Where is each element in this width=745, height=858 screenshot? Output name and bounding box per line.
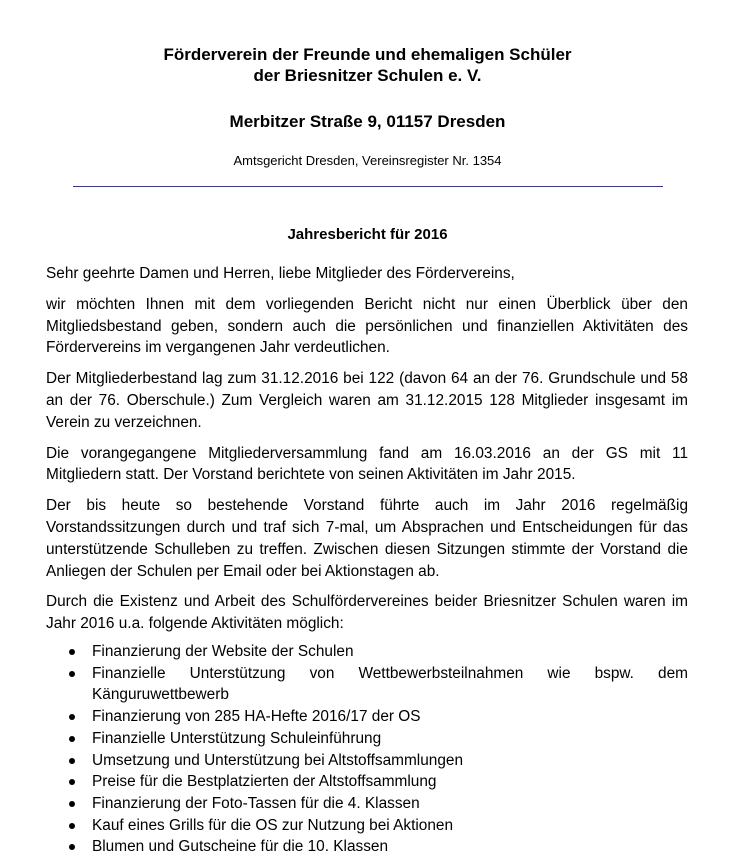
paragraph-general-meeting: Die vorangegangene Mitgliederversammlung fand am 16.03.2016 an der GS mit 11 Mitgliedern statt. Der Vorstand berichtete von seinen Aktivitäten im Jahr 2015. (46, 444, 688, 484)
bullet-icon (69, 714, 75, 720)
list-item (92, 815, 688, 837)
organization-name-line1: Förderverein der Freunde und ehemaligen Schüler (163, 45, 572, 64)
list-item-text: Umsetzung und Unterstützung bei Altstoffsammlungen (92, 751, 464, 769)
register-info: Amtsgericht Dresden, Vereinsregister Nr. 1354 (233, 153, 502, 168)
paragraph-intro: wir möchten Ihnen mit dem vorliegenden Bericht nicht nur einen Überblick über den Mitgliedsbestand geben, sondern auch die persönlichen und finanziellen Aktivitäten des Fördervereins im vergangenen Jahr verdeutlichen. (46, 295, 688, 357)
paragraph-membership: Der Mitgliederbestand lag zum 31.12.2016 bei 122 (davon 64 an der 76. Grundschule und 58 an der 76. Oberschule.) Zum Vergleich waren am 31.12.2015 128 Mitglieder insgesamt im Verein zu verzeichnen. (46, 370, 688, 431)
list-item-text: Finanzierung von 285 HA-Hefte 2016/17 der OS (92, 708, 421, 726)
list-item-text: Finanzierung der Foto-Tassen für die 4. Klassen (92, 794, 420, 812)
list-item (92, 836, 688, 858)
bullet-icon (69, 823, 75, 829)
list-item-text: Kauf eines Grills für die OS zur Nutzung bei Aktionen (92, 816, 454, 834)
header-divider (73, 186, 663, 187)
bullet-icon (69, 844, 75, 850)
list-item (92, 641, 688, 663)
list-item-text: Finanzielle Unterstützung Schuleinführung (92, 729, 382, 747)
organization-name-line2: der Briesnitzer Schulen e. V. (253, 66, 482, 85)
list-item-text: Blumen und Gutscheine für die 10. Klassen (92, 838, 389, 856)
list-item (92, 728, 688, 750)
bullet-icon (69, 801, 75, 807)
paragraph-activities-intro: Durch die Existenz und Arbeit des Schulfördervereines beider Briesnitzer Schulen waren im Jahr 2016 u.a. folgende Aktivitäten möglich: (46, 593, 688, 633)
list-item (92, 663, 688, 706)
greeting: Sehr geehrte Damen und Herren, liebe Mitglieder des Fördervereins, (46, 265, 515, 282)
activities-list (92, 641, 688, 858)
bullet-icon (69, 758, 75, 764)
paragraph-board: Der bis heute so bestehende Vorstand führte auch im Jahr 2016 regelmäßig Vorstandssitzungen durch und traf sich 7-mal, um Absprachen und Entscheidungen für das unterstützende Schulleben zu treffen. Zwischen diesen Sitzungen stimmte der Vorstand die Anliegen der Schulen per Email oder bei Aktionstagen ab. (46, 497, 688, 580)
bullet-icon (69, 649, 75, 655)
list-item-text: Finanzielle Unterstützung von Wettbewerbsteilnahmen wie bspw. dem Känguruwettbewerb (92, 664, 688, 704)
bullet-icon (69, 671, 75, 677)
bullet-icon (69, 736, 75, 742)
list-item (92, 750, 688, 772)
report-body (46, 263, 688, 644)
list-item-text: Preise für die Bestplatzierten der Altstoffsammlung (92, 773, 437, 791)
list-item-text: Finanzierung der Website der Schulen (92, 643, 354, 660)
list-item (92, 706, 688, 728)
report-title: Jahresbericht für 2016 (287, 226, 448, 243)
list-item (92, 793, 688, 815)
list-item (92, 771, 688, 793)
bullet-icon (69, 779, 75, 785)
organization-address: Merbitzer Straße 9, 01157 Dresden (229, 112, 506, 131)
